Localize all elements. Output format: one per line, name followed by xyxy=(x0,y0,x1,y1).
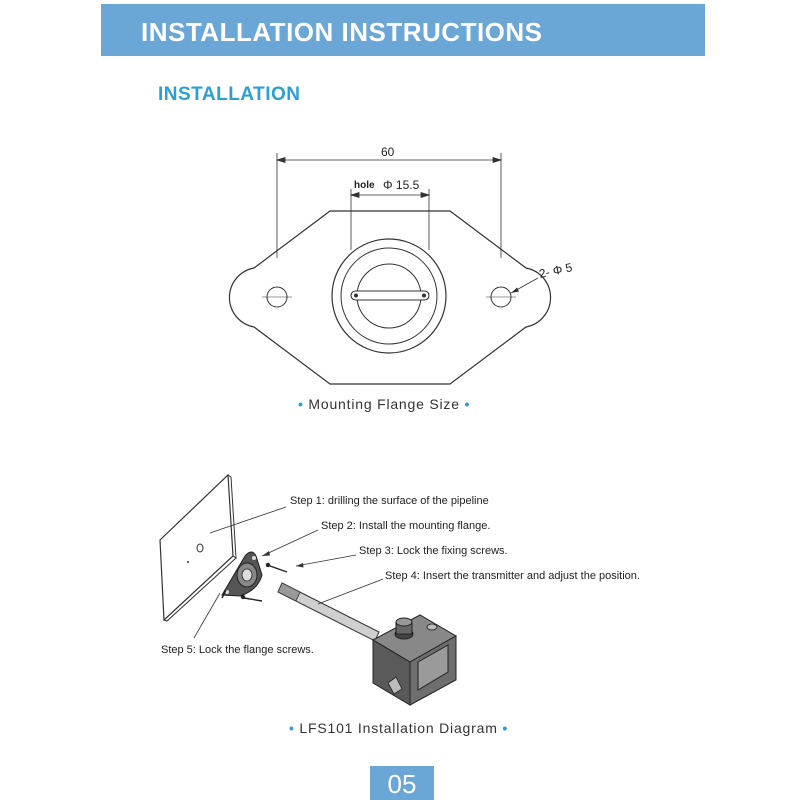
screw-hole-label: 2- Φ 5 xyxy=(537,260,574,281)
page-number-box xyxy=(370,766,434,800)
page-number: 05 xyxy=(387,769,417,799)
step-5-label: Step 5: Lock the flange screws. xyxy=(161,644,314,656)
installation-caption: • LFS101 Installation Diagram • xyxy=(289,720,509,736)
step-1-label: Step 1: drilling the surface of the pipeline xyxy=(290,495,489,507)
hole-diameter-label: Φ 15.5 xyxy=(383,178,420,192)
step-4-label: Step 4: Insert the transmitter and adjust the position. xyxy=(385,570,640,582)
section-title: INSTALLATION xyxy=(158,84,301,105)
step-2-label: Step 2: Install the mounting flange. xyxy=(321,520,491,532)
flange-caption: • Mounting Flange Size • xyxy=(298,396,471,412)
drilled-hole xyxy=(197,544,203,552)
step-3-label: Step 3: Lock the fixing screws. xyxy=(359,545,508,557)
transmitter-housing xyxy=(373,615,456,705)
transmitter-probe xyxy=(278,583,379,641)
width-dimension-label: 60 xyxy=(381,145,395,159)
page-title: INSTALLATION INSTRUCTIONS xyxy=(141,17,543,47)
hole-label: hole xyxy=(354,180,375,191)
pipeline-wall xyxy=(160,475,233,620)
